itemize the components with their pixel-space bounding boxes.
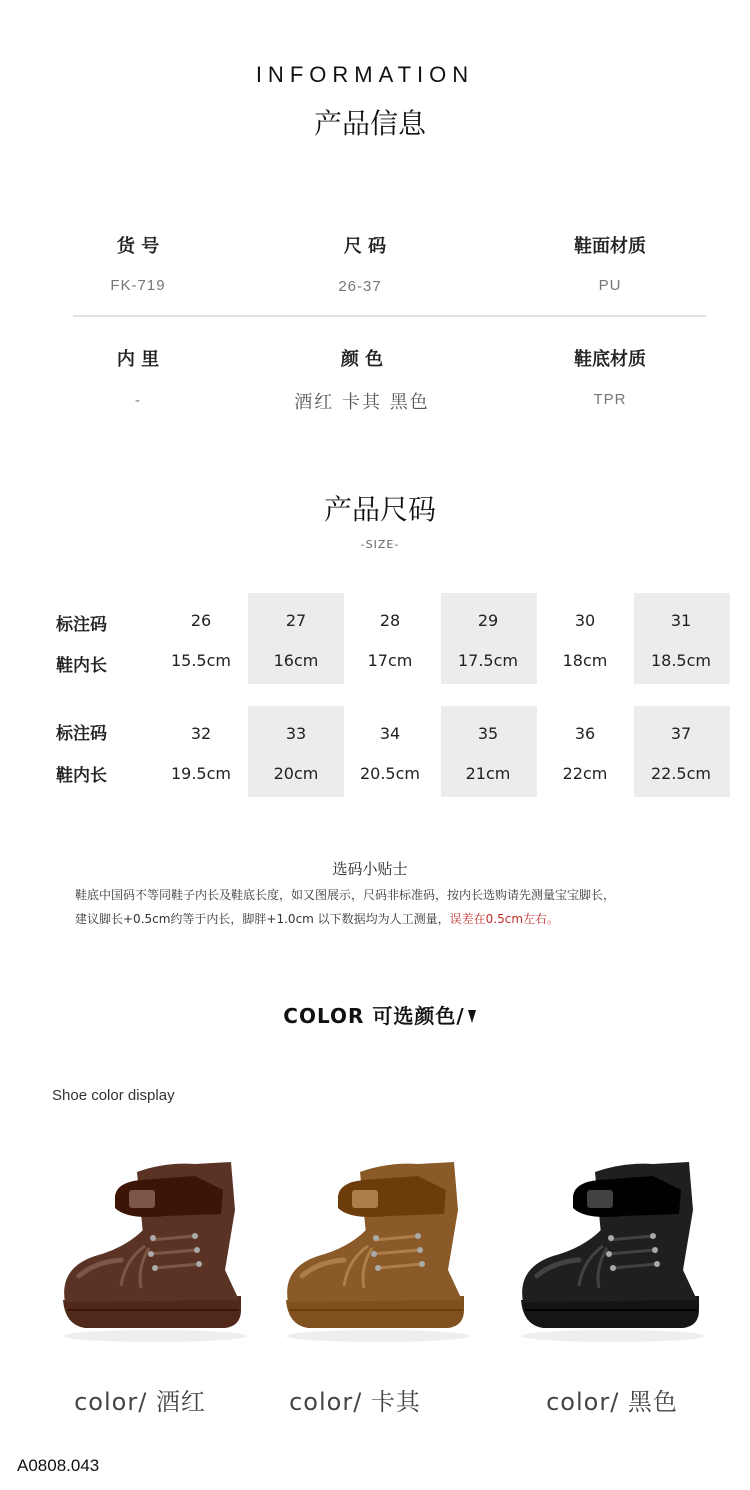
down-triangle-icon [467, 1008, 477, 1024]
size-row-label: 标注码 [56, 615, 107, 635]
length-row-label: 鞋内长 [56, 766, 107, 786]
boot-icon [503, 1150, 723, 1350]
length-value: 17.5cm [457, 651, 518, 670]
color-heading [0, 1000, 750, 1029]
length-value: 16cm [273, 651, 319, 670]
tips-error-note: 误差在0.5cm左右。 [449, 912, 560, 926]
length-row-label: 鞋内长 [56, 656, 107, 676]
size-value: 27 [285, 611, 307, 630]
size-value: 30 [574, 611, 596, 630]
size-cell-highlight [248, 706, 344, 797]
size-value: 36 [574, 724, 596, 743]
length-value: 19.5cm [170, 764, 231, 783]
size-section-subtitle: -SIZE- [360, 538, 400, 551]
length-value: 22cm [562, 764, 608, 783]
size-value: 32 [190, 724, 212, 743]
length-value: 22.5cm [650, 764, 711, 783]
length-value: 20cm [273, 764, 319, 783]
info-title: INFORMATION [255, 62, 475, 87]
spec-label-sole-material: 鞋底材质 [574, 349, 646, 370]
boot-icon [45, 1150, 265, 1350]
tips-title: 选码小贴士 [332, 860, 408, 878]
product-code: A0808.043 [17, 1456, 100, 1475]
spec-label-color: 颜 色 [340, 349, 384, 370]
size-cell-highlight [441, 593, 537, 684]
color-heading-text: COLOR 可选颜色/ [283, 1004, 465, 1028]
size-value: 33 [285, 724, 307, 743]
size-cell-highlight [248, 593, 344, 684]
spec-divider [73, 315, 706, 317]
size-value: 35 [477, 724, 499, 743]
shoe-color-display-label: Shoe color display [52, 1087, 175, 1104]
spec-value-sole-material: TPR [593, 391, 627, 408]
spec-value-color: 酒红 卡其 黑色 [294, 392, 430, 413]
size-value: 29 [477, 611, 499, 630]
size-value: 37 [670, 724, 692, 743]
size-row-label: 标注码 [56, 724, 107, 744]
size-value: 34 [379, 724, 401, 743]
spec-label-item-no: 货 号 [116, 236, 160, 257]
length-value: 15.5cm [170, 651, 231, 670]
spec-label-lining: 内 里 [116, 349, 160, 370]
spec-value-upper-material: PU [598, 277, 622, 294]
length-value: 18cm [562, 651, 608, 670]
spec-value-item-no: FK-719 [110, 277, 166, 294]
spec-label-upper-material: 鞋面材质 [574, 236, 646, 257]
size-value: 28 [379, 611, 401, 630]
size-value: 26 [190, 611, 212, 630]
size-cell-highlight [634, 706, 730, 797]
size-cell-highlight [441, 706, 537, 797]
size-cell-highlight [634, 593, 730, 684]
tips-line-2-text: 建议脚长+0.5cm约等于内长，脚胖+1.0cm 以下数据均为人工测量， [75, 912, 450, 926]
size-section-title: 产品尺码 [323, 493, 436, 526]
length-value: 18.5cm [650, 651, 711, 670]
color-caption-wine-red: color/ 酒红 [74, 1388, 206, 1416]
info-subtitle: 产品信息 [313, 107, 426, 140]
size-value: 31 [670, 611, 692, 630]
length-value: 17cm [367, 651, 413, 670]
spec-label-size: 尺 码 [343, 236, 387, 257]
length-value: 21cm [465, 764, 511, 783]
length-value: 20.5cm [359, 764, 420, 783]
spec-value-lining: - [135, 392, 141, 409]
spec-value-size: 26-37 [338, 278, 382, 295]
tips-line-2 [75, 910, 559, 927]
tips-line-1: 鞋底中国码不等同鞋子内长及鞋底长度，如又图展示，尺码非标准码，按内长选购请先测量宝宝脚长， [75, 888, 616, 902]
color-caption-khaki: color/ 卡其 [289, 1388, 421, 1416]
color-caption-black: color/ 黑色 [546, 1388, 678, 1416]
boot-icon [268, 1150, 488, 1350]
